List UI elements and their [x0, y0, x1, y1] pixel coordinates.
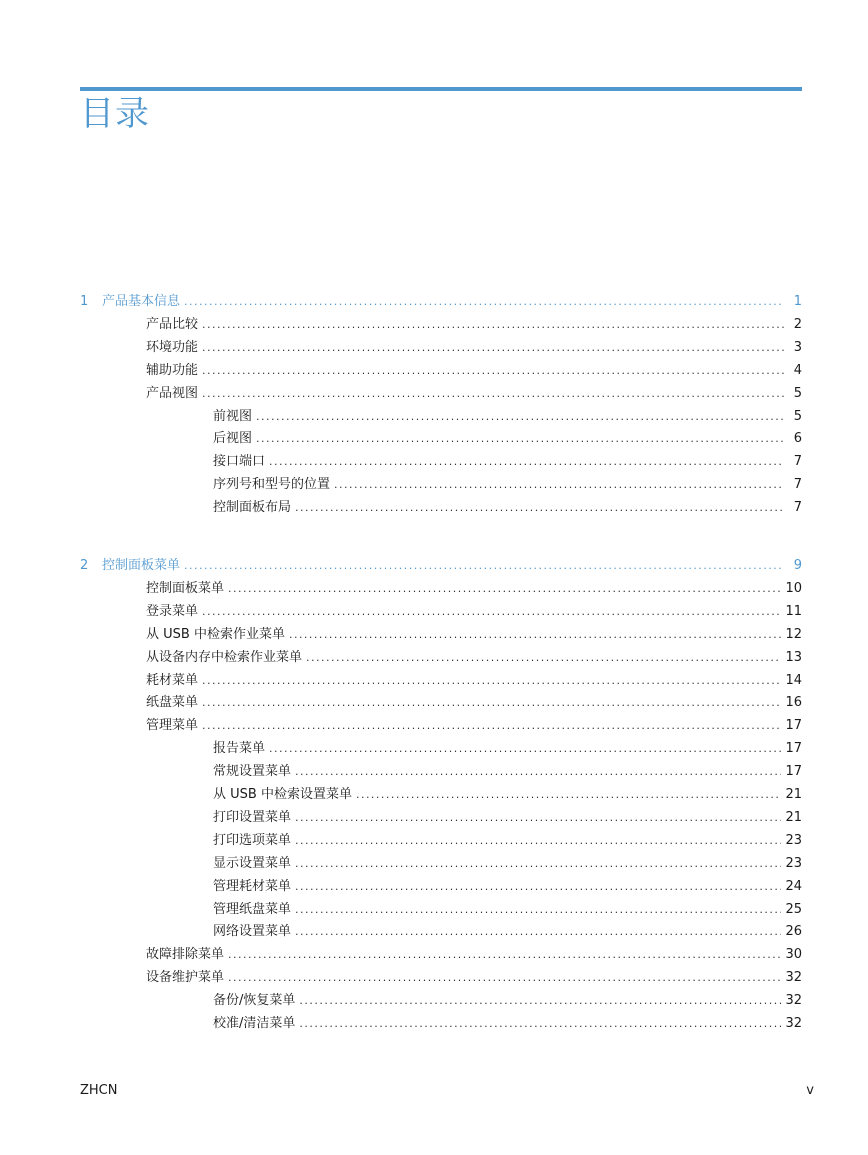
footer-page-number: v	[806, 1083, 814, 1098]
footer-language-code: ZHCN	[80, 1083, 118, 1098]
dot-leader	[295, 807, 781, 829]
dot-leader	[202, 670, 781, 692]
dot-leader	[295, 830, 781, 852]
toc-entry-label: 设备维护菜单	[146, 970, 225, 986]
toc-entry-label: 辅助功能	[146, 362, 199, 378]
title-rule	[80, 87, 802, 91]
toc-entry-page: 5	[793, 385, 802, 401]
dot-leader	[184, 291, 784, 313]
dot-leader	[202, 383, 784, 405]
dot-leader	[202, 314, 784, 336]
toc-entry-label: 控制面板菜单	[102, 558, 181, 573]
toc-entry-label: 从 USB 中检索作业菜单	[146, 626, 285, 642]
toc-entry-label: 接口端口	[213, 454, 266, 470]
toc-entry-page: 5	[793, 408, 802, 424]
toc-chapter-entry[interactable]	[80, 555, 802, 577]
toc-entry-page: 24	[785, 878, 802, 894]
toc-entry[interactable]	[80, 360, 802, 382]
dot-leader	[184, 555, 784, 577]
toc-entry[interactable]	[80, 738, 802, 760]
chapter-number: 2	[80, 558, 89, 573]
toc-entry[interactable]	[80, 1013, 802, 1035]
toc-entry-page: 17	[785, 718, 802, 734]
toc-entry[interactable]	[80, 830, 802, 852]
dot-leader	[295, 853, 781, 875]
toc-entry-page: 7	[793, 454, 802, 470]
toc-entry-label: 故障排除菜单	[146, 947, 225, 963]
toc-entry[interactable]	[80, 451, 802, 473]
dot-leader	[295, 921, 781, 943]
toc-entry-label: 控制面板菜单	[146, 580, 225, 596]
toc-entry[interactable]	[80, 990, 802, 1012]
toc-entry[interactable]	[80, 383, 802, 405]
toc-entry[interactable]	[80, 474, 802, 496]
toc-entry-page: 32	[785, 970, 802, 986]
toc-entry-label: 打印选项菜单	[213, 832, 292, 848]
toc-entry[interactable]	[80, 944, 802, 966]
dot-leader	[202, 360, 784, 382]
toc-entry[interactable]	[80, 715, 802, 737]
toc-entry-page: 7	[793, 500, 802, 516]
toc-entry-page: 10	[785, 580, 802, 596]
dot-leader	[299, 990, 781, 1012]
toc-entry-page: 6	[793, 431, 802, 447]
toc-entry-page: 7	[793, 477, 802, 493]
toc-entry-label: 控制面板布局	[213, 500, 292, 516]
toc-entry-label: 管理耗材菜单	[213, 878, 292, 894]
toc-entry-label: 备份/恢复菜单	[213, 993, 296, 1009]
toc-entry-page: 23	[785, 855, 802, 871]
toc-entry-label: 产品比较	[146, 316, 199, 332]
toc-entry-label: 常规设置菜单	[213, 764, 292, 780]
dot-leader	[202, 601, 781, 623]
toc-entry-page: 21	[785, 809, 802, 825]
toc-entry-page: 2	[793, 316, 802, 332]
dot-leader	[269, 451, 784, 473]
toc-entry-page: 26	[785, 924, 802, 940]
toc-entry-page: 14	[785, 672, 802, 688]
toc-entry-page: 17	[785, 764, 802, 780]
toc-entry-label: 打印设置菜单	[213, 809, 292, 825]
toc-entry-label: 产品视图	[146, 385, 199, 401]
toc-entry[interactable]	[80, 578, 802, 600]
toc-entry-page: 12	[785, 626, 802, 642]
toc-entry-page: 21	[785, 787, 802, 802]
toc-entry-label: 前视图	[213, 408, 253, 424]
toc-entry-page: 3	[793, 339, 802, 355]
toc-entry[interactable]	[80, 899, 802, 921]
toc-entry-label: 报告菜单	[213, 741, 266, 757]
toc-chapter-entry[interactable]	[80, 291, 802, 313]
dot-leader	[289, 624, 782, 646]
toc-entry-label: 序列号和型号的位置	[213, 477, 331, 493]
dot-leader	[334, 474, 784, 496]
toc-entry[interactable]	[80, 670, 802, 692]
toc-entry-page: 25	[785, 901, 802, 917]
toc-entry[interactable]	[80, 921, 802, 943]
toc-entry-label: 校准/清洁菜单	[213, 1016, 296, 1031]
page-title: 目录	[80, 94, 150, 134]
toc-entry-label: 显示设置菜单	[213, 855, 292, 871]
toc-entry-page: 13	[785, 649, 802, 665]
toc-entry[interactable]	[80, 807, 802, 829]
dot-leader	[228, 967, 781, 989]
toc-entry-label: 从 USB 中检索设置菜单	[213, 787, 352, 802]
toc-entry-page: 9	[793, 558, 802, 573]
toc-entry-label: 管理菜单	[146, 718, 199, 734]
dot-leader	[202, 715, 781, 737]
dot-leader	[256, 428, 784, 450]
toc-entry-label: 环境功能	[146, 339, 199, 355]
toc-entry[interactable]	[80, 497, 802, 519]
dot-leader	[295, 497, 784, 519]
toc-entry-label: 后视图	[213, 431, 253, 447]
toc-entry-page: 11	[785, 603, 802, 619]
toc-entry[interactable]	[80, 647, 802, 669]
dot-leader	[306, 647, 781, 669]
toc-entry[interactable]	[80, 601, 802, 623]
toc-entry[interactable]	[80, 853, 802, 875]
toc-entry-label: 网络设置菜单	[213, 924, 292, 940]
toc-entry-page: 32	[785, 1016, 802, 1031]
toc-entry[interactable]	[80, 428, 802, 450]
toc-entry[interactable]	[80, 967, 802, 989]
dot-leader	[228, 944, 781, 966]
dot-leader	[228, 578, 781, 600]
toc-entry-page: 30	[785, 947, 802, 963]
dot-leader	[269, 738, 781, 760]
dot-leader	[256, 406, 784, 428]
dot-leader	[295, 761, 781, 783]
toc-entry[interactable]	[80, 761, 802, 783]
toc-entry-label: 管理纸盘菜单	[213, 901, 292, 917]
toc-entry-label: 纸盘菜单	[146, 695, 199, 711]
toc-entry-label: 产品基本信息	[102, 294, 181, 309]
toc-entry-page: 23	[785, 832, 802, 848]
toc-entry[interactable]	[80, 314, 802, 336]
toc-entry[interactable]	[80, 624, 802, 646]
toc-entry-page: 1	[793, 294, 802, 309]
toc-entry-page: 17	[785, 741, 802, 757]
toc-entry-page: 16	[785, 695, 802, 711]
toc-entry[interactable]	[80, 876, 802, 898]
chapter-number: 1	[80, 294, 89, 309]
toc-entry-label: 从设备内存中检索作业菜单	[146, 649, 303, 665]
toc-entry[interactable]	[80, 784, 802, 806]
dot-leader	[202, 337, 784, 359]
toc-entry[interactable]	[80, 692, 802, 714]
toc-entry-label: 耗材菜单	[146, 672, 199, 688]
dot-leader	[295, 899, 781, 921]
toc-entry-page: 32	[785, 993, 802, 1009]
dot-leader	[356, 784, 782, 806]
toc-entry-label: 登录菜单	[146, 603, 199, 619]
dot-leader	[202, 692, 781, 714]
toc-entry-page: 4	[793, 362, 802, 378]
toc-entry[interactable]	[80, 406, 802, 428]
dot-leader	[299, 1013, 781, 1035]
dot-leader	[295, 876, 781, 898]
toc-entry[interactable]	[80, 337, 802, 359]
